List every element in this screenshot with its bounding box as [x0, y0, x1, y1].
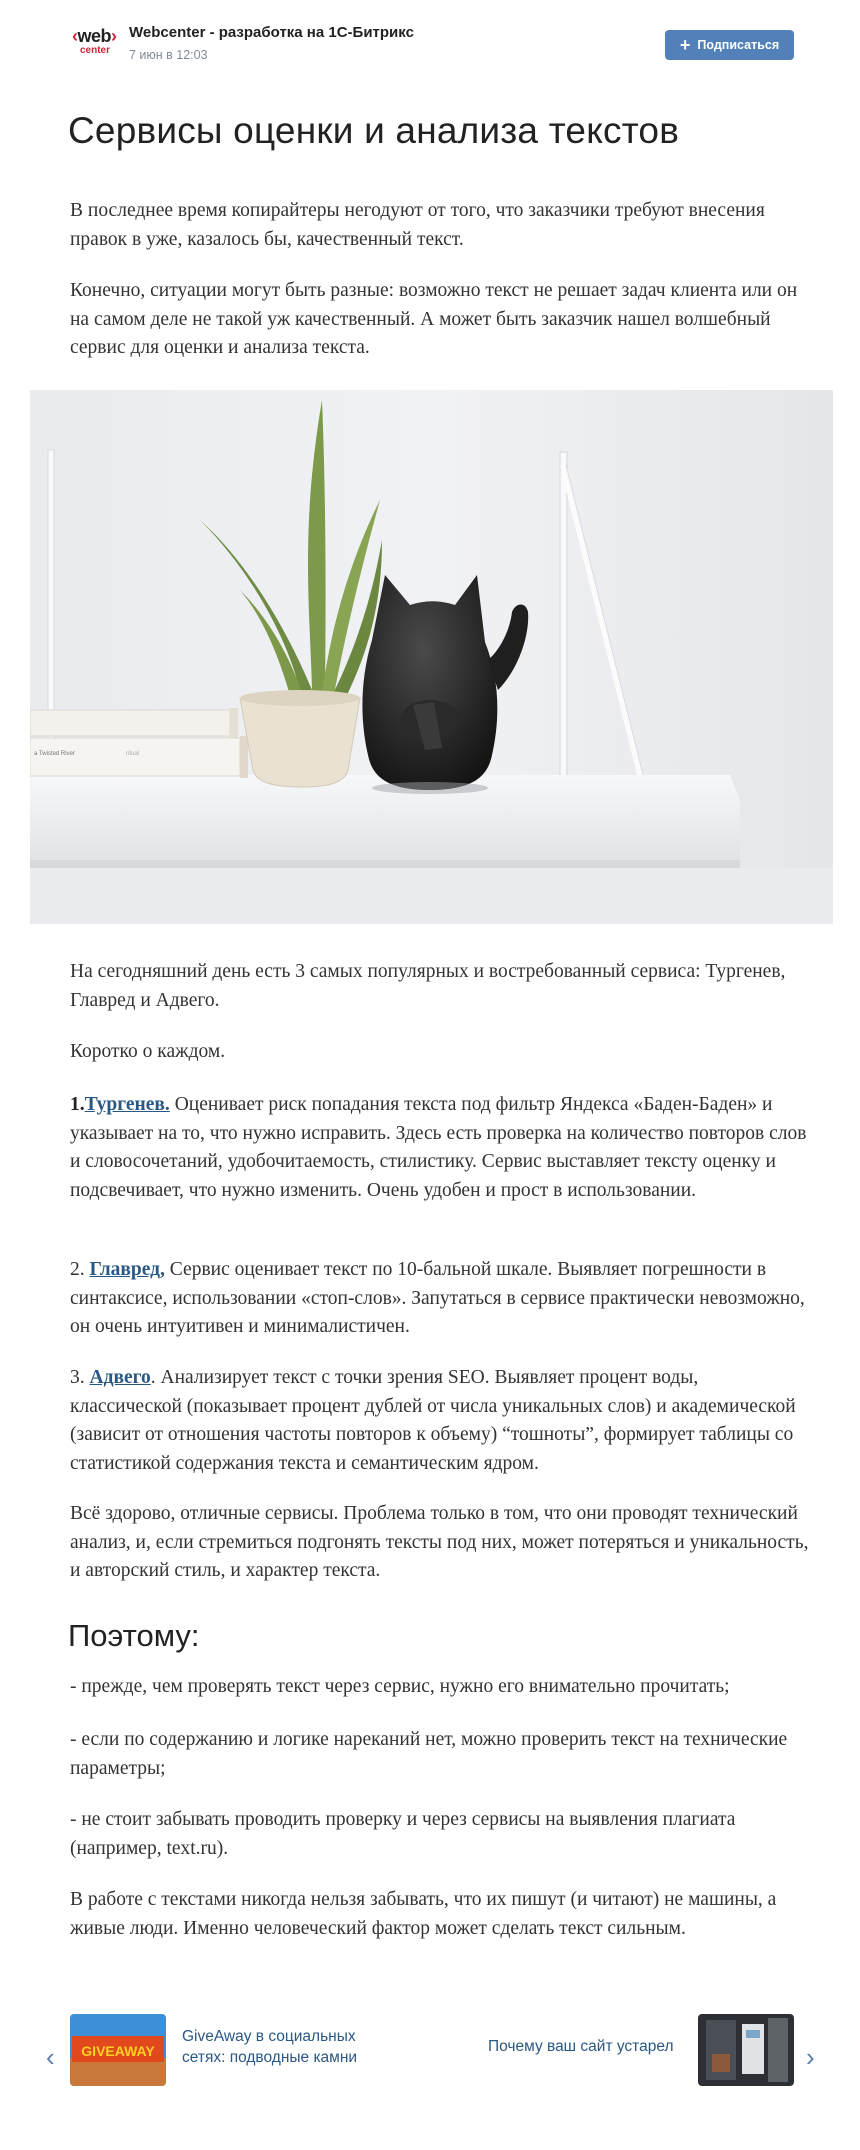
- intro-paragraph-1: В последнее время копирайтеры негодуют от того, что заказчики требуют внесения правок в уже, казалось бы, качественный текст.: [70, 200, 765, 250]
- article-photo[interactable]: [30, 390, 833, 924]
- service-item-3-number: 3.: [70, 1367, 90, 1388]
- service-item-1: [70, 1091, 810, 1205]
- next-article-thumbnail[interactable]: [698, 2014, 794, 2086]
- next-article-title[interactable]: Почему ваш сайт устарел: [488, 2038, 674, 2055]
- book-spine-text-1: a Twisted River: [34, 751, 75, 757]
- author-name[interactable]: Webcenter - разработка на 1С-Битрикс: [129, 24, 414, 41]
- paragraph-short-about: Коротко о каждом.: [70, 1041, 226, 1062]
- link-glavred[interactable]: Главред,: [89, 1259, 165, 1280]
- prev-thumb-text: GIVEAWAY: [81, 2043, 155, 2059]
- prev-article-thumbnail[interactable]: [70, 2014, 166, 2086]
- service-item-2-text: Сервис оценивает текст по 10-бальной шкале. Выявляет погрешности в синтаксисе, использовании «стоп-слов». Запутаться в сервисе практически невозможно, он очень интуитивен и минималистичен.: [70, 1259, 805, 1337]
- community-logo[interactable]: [68, 26, 116, 60]
- paragraph-services-intro: На сегодняшний день есть 3 самых популярных и востребованный сервиса: Тургенев, Главред и Адвего.: [70, 961, 786, 1011]
- plus-icon: +: [679, 35, 691, 55]
- next-article-arrow-icon[interactable]: ›: [806, 2042, 815, 2072]
- service-item-3: [70, 1364, 810, 1478]
- logo-wordmark: ‹web›: [72, 26, 117, 46]
- service-item-3-text: . Анализирует текст с точки зрения SEO. Выявляет процент воды, классической (показывает процент дублей от числа уникальных слов) и академической (зависит от отношения частоты повторов к объему) “тошноты”, формирует таблицы со статистикой содержания текста и семантическим ядром.: [70, 1367, 796, 1474]
- book-spine-text-2: ritual: [126, 751, 140, 757]
- subscribe-button[interactable]: [665, 30, 794, 60]
- tip-3: - не стоит забывать проводить проверку и через сервисы на выявления плагиата (например, text.ru).: [70, 1809, 736, 1859]
- tip-1: - прежде, чем проверять текст через сервис, нужно его внимательно прочитать;: [70, 1676, 730, 1697]
- tip-2: - если по содержанию и логике нареканий нет, можно проверить текст на технические параметры;: [70, 1729, 788, 1779]
- post-header: [0, 0, 860, 80]
- article-navigation: [0, 2012, 860, 2102]
- service-item-2: [70, 1256, 810, 1342]
- prev-article-arrow-icon[interactable]: ‹: [46, 2042, 55, 2072]
- section-subtitle: Поэтому:: [68, 1618, 200, 1653]
- subscribe-label: Подписаться: [697, 38, 780, 52]
- service-item-1-text: Оценивает риск попадания текста под фильтр Яндекса «Баден-Баден» и указывает на то, что нужно исправить. Здесь есть проверка на количество повторов слов и словосочетаний, удобочитаемость, стилистику. Сервис выставляет тексту оценку и подсвечивает, что нужно изменить. Очень удобен и прост в использовании.: [70, 1094, 807, 1201]
- paragraph-final: В работе с текстами никогда нельзя забывать, что их пишут (и читают) не машины, а живые люди. Именно человеческий фактор может сделать текст сильным.: [70, 1889, 777, 1939]
- post-date[interactable]: 7 июн в 12:03: [129, 48, 208, 62]
- article-title: Сервисы оценки и анализа текстов: [68, 110, 680, 151]
- photo-illustration: [30, 390, 833, 924]
- logo-subtext: center: [80, 45, 111, 56]
- service-item-2-number: 2.: [70, 1259, 90, 1280]
- paragraph-conclusion: Всё здорово, отличные сервисы. Проблема только в том, что они проводят технический анализ, и, если стремиться подгонять тексты под них, может потеряться и уникальность, и авторский стиль, и характер текста.: [70, 1503, 809, 1581]
- link-turgenev[interactable]: Тургенев.: [84, 1094, 170, 1115]
- link-advego[interactable]: Адвего: [89, 1367, 151, 1388]
- prev-article-title[interactable]: GiveAway в социальных сетях: подводные камни: [182, 2028, 358, 2066]
- intro-paragraph-2: Конечно, ситуации могут быть разные: возможно текст не решает задач клиента или он на самом деле не такой уж качественный. А может быть заказчик нашел волшебный сервис для оценки и анализа текста.: [70, 280, 798, 358]
- service-item-1-number: 1.: [70, 1094, 85, 1115]
